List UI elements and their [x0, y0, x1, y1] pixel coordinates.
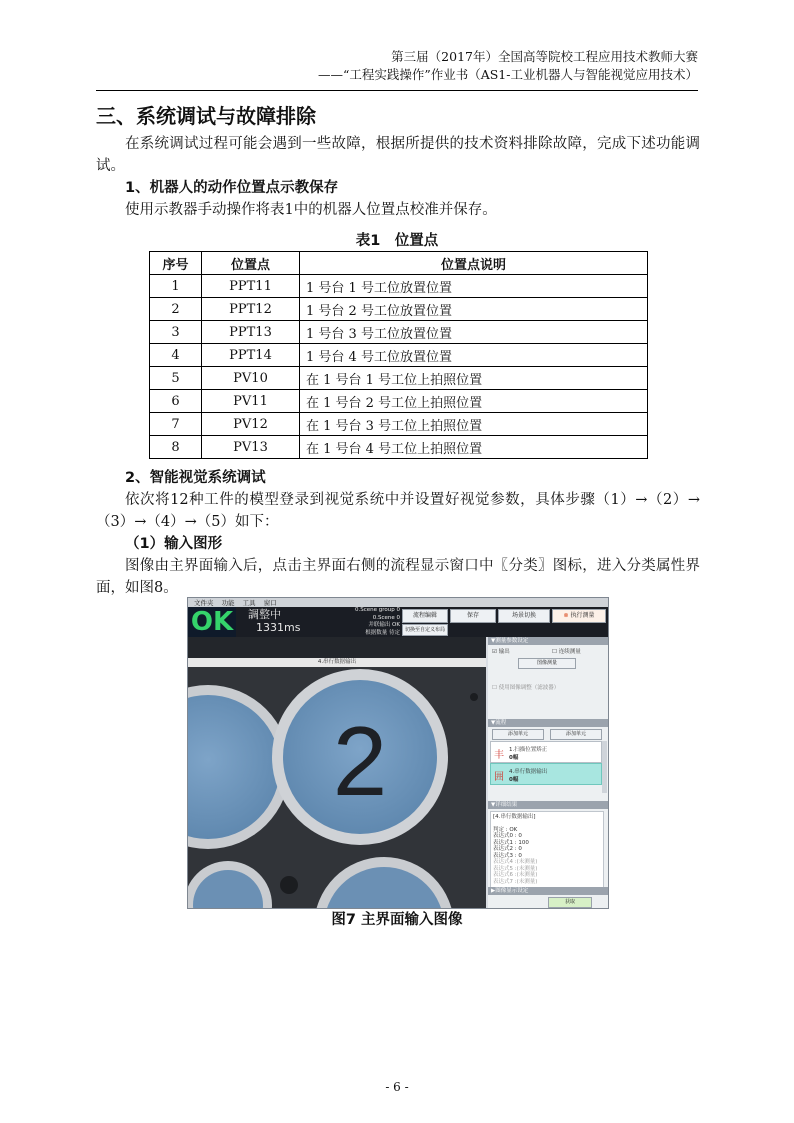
intro-paragraph: 在系统调试过程可能会遇到一些故障，根据所提供的技术资料排除故障，完成下述功能调试。: [96, 136, 700, 174]
cell-index: 8: [150, 436, 202, 459]
run-status: [238, 608, 334, 636]
detail-line: 表达式3 : 0: [493, 852, 522, 859]
table-header-row: [150, 252, 648, 275]
detail-result-box: [490, 811, 604, 895]
continuous-checkbox-label: 连续测量: [558, 649, 581, 655]
serial-output-icon: 囲: [494, 772, 504, 783]
flow-item-selected[interactable]: [490, 763, 602, 785]
cell-desc: 在 1 号台 4 号工位上拍照位置: [300, 436, 648, 459]
continuous-checkbox[interactable]: ☐ 连续测量: [552, 649, 581, 655]
filter-checkbox[interactable]: ☐ 使用图像调整（滤波器）: [492, 685, 560, 691]
subsection1-title: 1、机器人的动作位置点示教保存: [125, 180, 339, 196]
status-text: 調整中: [248, 608, 281, 621]
cell-desc: 1 号台 4 号工位放置位置: [300, 344, 648, 367]
table-row: [150, 390, 648, 413]
detail-line-faint: 表达式7 :(未测量): [493, 878, 538, 885]
cell-desc: 在 1 号台 3 号工位上拍照位置: [300, 413, 648, 436]
output-checkbox-label: 输出: [498, 649, 510, 655]
execute-label: 执行测量: [570, 612, 595, 619]
measure-settings-header: ▼测量参数设定: [488, 637, 608, 645]
cell-desc: 在 1 号台 2 号工位上拍照位置: [300, 390, 648, 413]
menu-bar: [188, 598, 608, 607]
right-panel: [488, 637, 608, 908]
subsection2-text: 依次将12种工件的模型登录到视觉系统中并设置好视觉参数，具体步骤（1）→（2）→（3）→（4）→（5）如下：: [96, 492, 700, 530]
table-row: [150, 413, 648, 436]
scene-line: 0.Scene group 0: [355, 607, 400, 613]
cell-index: 5: [150, 367, 202, 390]
detail-line: 判定 : OK: [493, 826, 518, 833]
col-header-desc: 位置点说明: [300, 252, 648, 275]
header-line1: 第三届（2017年）全国高等院校工程应用技术教师大赛: [391, 49, 698, 64]
flow-edit-button[interactable]: 流程编辑: [402, 609, 448, 623]
cell-point: PPT12: [202, 298, 300, 321]
image-display-header[interactable]: ▶图像显示设定: [488, 887, 608, 895]
table-row: [150, 275, 648, 298]
table-row: [150, 298, 648, 321]
judgement-ok-indicator: OK: [188, 607, 236, 637]
detail-line-faint: 表达式5 :(未测量): [493, 865, 538, 872]
cell-index: 6: [150, 390, 202, 413]
header-line2: ——“工程实践操作”作业书（AS1-工业机器人与智能视觉应用技术）: [317, 67, 698, 82]
figure-caption: 图7 主界面输入图像: [331, 912, 463, 928]
custom-layout-button[interactable]: 切换至自定义布局: [402, 624, 448, 636]
filter-checkbox-label: 使用图像调整（滤波器）: [498, 685, 560, 691]
table-row: [150, 367, 648, 390]
col-header-index: 序号: [150, 252, 202, 275]
detail-result-header: ▼详细结果: [488, 801, 608, 809]
table-row: [150, 321, 648, 344]
cell-index: 1: [150, 275, 202, 298]
detail-title: [4.串行数据输出]: [493, 814, 536, 820]
cell-index: 4: [150, 344, 202, 367]
scene-line: 0.Scene 0: [372, 614, 400, 621]
add-unit-button[interactable]: 添加单元: [492, 729, 544, 740]
cell-desc: 在 1 号台 1 号工位上拍照位置: [300, 367, 648, 390]
position-correct-icon: 丰: [494, 750, 504, 761]
acquire-button[interactable]: 获取: [548, 897, 592, 908]
cell-point: PV10: [202, 367, 300, 390]
header-rule: [96, 90, 698, 91]
page-header: [318, 48, 698, 84]
menu-function[interactable]: 功能: [221, 599, 235, 607]
disc-digit: 2: [332, 706, 388, 816]
execute-icon: ⊗: [563, 612, 571, 619]
vision-software-screenshot: [187, 597, 609, 909]
detail-line: 表达式2 : 0: [493, 846, 522, 852]
camera-image-area: [188, 637, 486, 908]
flow-item-label: 1.扫描位置矫正: [509, 747, 548, 753]
cell-desc: 1 号台 2 号工位放置位置: [300, 298, 648, 321]
subsection1-text: 使用示教器手动操作将表1中的机器人位置点校准并保存。: [125, 202, 497, 218]
cell-desc: 1 号台 3 号工位放置位置: [300, 321, 648, 344]
flow-item[interactable]: [490, 741, 602, 763]
section-title: 三、系统调试与故障排除: [96, 104, 316, 128]
step1-title: （1）输入图形: [125, 536, 223, 552]
output-checkbox[interactable]: ☑ 输出: [492, 649, 510, 655]
cell-point: PV13: [202, 436, 300, 459]
add-unit-button[interactable]: 添加单元: [550, 729, 602, 740]
table1-title: 表1 位置点: [355, 233, 439, 249]
scene-line: 并联输出 OK: [368, 622, 400, 628]
flow-header: ▼流程: [488, 719, 608, 727]
col-header-point: 位置点: [202, 252, 300, 275]
step1-text: 图像由主界面输入后，点击主界面右侧的流程显示窗口中〖分类〗图标，进入分类属性界面，如图8。: [96, 558, 700, 596]
subsection2-title: 2、智能视觉系统调试: [125, 470, 266, 486]
process-time: 1331ms: [256, 621, 301, 634]
table-row: [150, 344, 648, 367]
cell-point: PV11: [202, 390, 300, 413]
page-number: - 6 -: [385, 1080, 409, 1094]
cell-point: PPT13: [202, 321, 300, 344]
detail-line: 表达式1 : 100: [493, 839, 529, 846]
screw-hole: [470, 693, 478, 701]
image-measure-button[interactable]: 图像测量: [518, 658, 576, 669]
cell-index: 3: [150, 321, 202, 344]
flow-item-label: 4.串行数据输出: [509, 769, 548, 775]
cell-index: 2: [150, 298, 202, 321]
screw-hole: [280, 876, 298, 894]
table-row: [150, 436, 648, 459]
detail-line: 表达式0 : 0: [493, 833, 522, 839]
cell-point: PV12: [202, 413, 300, 436]
cell-desc: 1 号台 1 号工位放置位置: [300, 275, 648, 298]
flow-item-sub: 0幅: [509, 777, 519, 783]
cell-index: 7: [150, 413, 202, 436]
menu-window[interactable]: 窗口: [263, 599, 277, 607]
cell-point: PPT14: [202, 344, 300, 367]
flow-scrollbar[interactable]: [602, 741, 607, 793]
scene-line: 根据数量 待定: [365, 629, 400, 636]
execute-measure-button[interactable]: [552, 609, 606, 623]
flow-item-sub: 0幅: [509, 755, 519, 761]
scene-info: [336, 607, 400, 637]
camera-image: [188, 637, 486, 908]
menu-folder[interactable]: 文件夹: [194, 599, 214, 607]
positions-table: [149, 251, 648, 459]
save-button[interactable]: 保存: [450, 609, 496, 623]
scene-switch-button[interactable]: 场景切换: [498, 609, 550, 623]
image-window-title: 4.串行数据输出: [188, 658, 486, 667]
detail-line-faint: 表达式6 :(未测量): [493, 872, 538, 878]
cell-point: PPT11: [202, 275, 300, 298]
detail-line-faint: 表达式4 :(未测量): [493, 859, 538, 865]
menu-tools[interactable]: 工具: [242, 599, 256, 607]
